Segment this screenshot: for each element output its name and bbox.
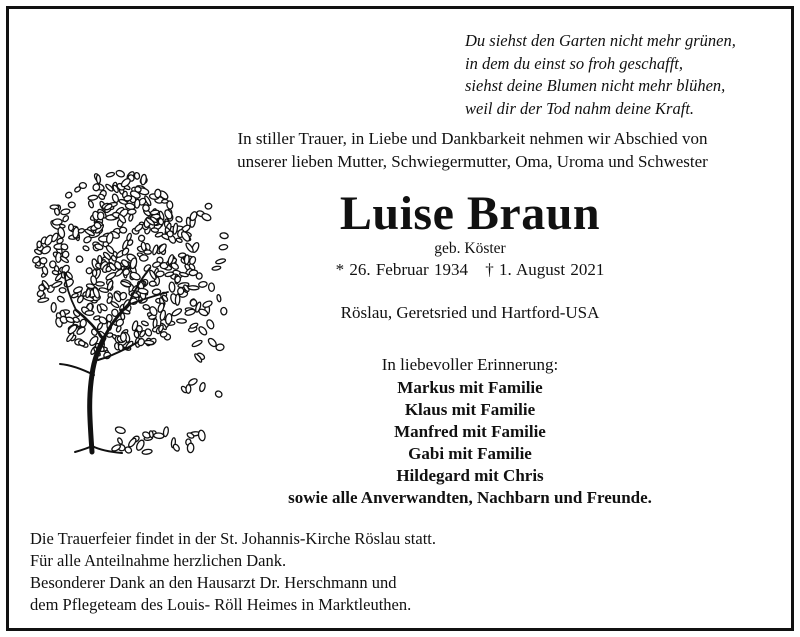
mourner: sowie alle Anverwandten, Nachbarn und Freunde. [288,488,652,507]
places: Röslau, Geretsried und Hartford-USA [340,303,600,322]
mourner: Markus mit Familie [397,378,543,397]
mourner: Gabi mit Familie [408,444,532,463]
life-dates [300,260,640,280]
mourner: Hildegard mit Chris [396,466,544,485]
birth-date: * 26. Februar 1934 [335,260,468,279]
poem-line: in dem du einst so froh geschafft, [465,53,683,73]
footer-line: Besonderer Dank an den Hausarzt Dr. Herschmann und [30,573,397,592]
tree-illustration-icon [30,160,230,460]
footer-line: dem Pflegeteam des Louis- Röll Heimes in Marktleuthen. [30,595,412,614]
death-date: † 1. August 2021 [485,260,605,279]
intro-line: In stiller Trauer, in Liebe und Dankbarkeit nehmen wir Abschied von [237,129,708,148]
intro-line: unserer lieben Mutter, Schwiegermutter, Oma, Uroma und Schwester [237,152,708,171]
mourner: Klaus mit Familie [404,400,536,419]
birth-name: geb. Köster [434,240,506,257]
poem-line: weil dir der Tod nahm deine Kraft. [465,98,695,118]
footer-text [30,528,436,616]
footer-line: Die Trauerfeier findet in der St. Johannis-Kirche Röslau statt. [30,529,436,548]
poem-line: Du siehst den Garten nicht mehr grünen, [465,31,736,50]
deceased-name: Luise Braun [339,187,601,240]
poem-line: siehst deine Blumen nicht mehr blühen, [465,76,726,95]
mourner: Manfred mit Familie [394,422,546,441]
memory-heading: In liebevoller Erinnerung: [381,355,559,374]
poem [465,30,736,120]
footer-line: Für alle Anteilnahme herzlichen Dank. [30,551,287,570]
mourners-list [240,377,700,509]
